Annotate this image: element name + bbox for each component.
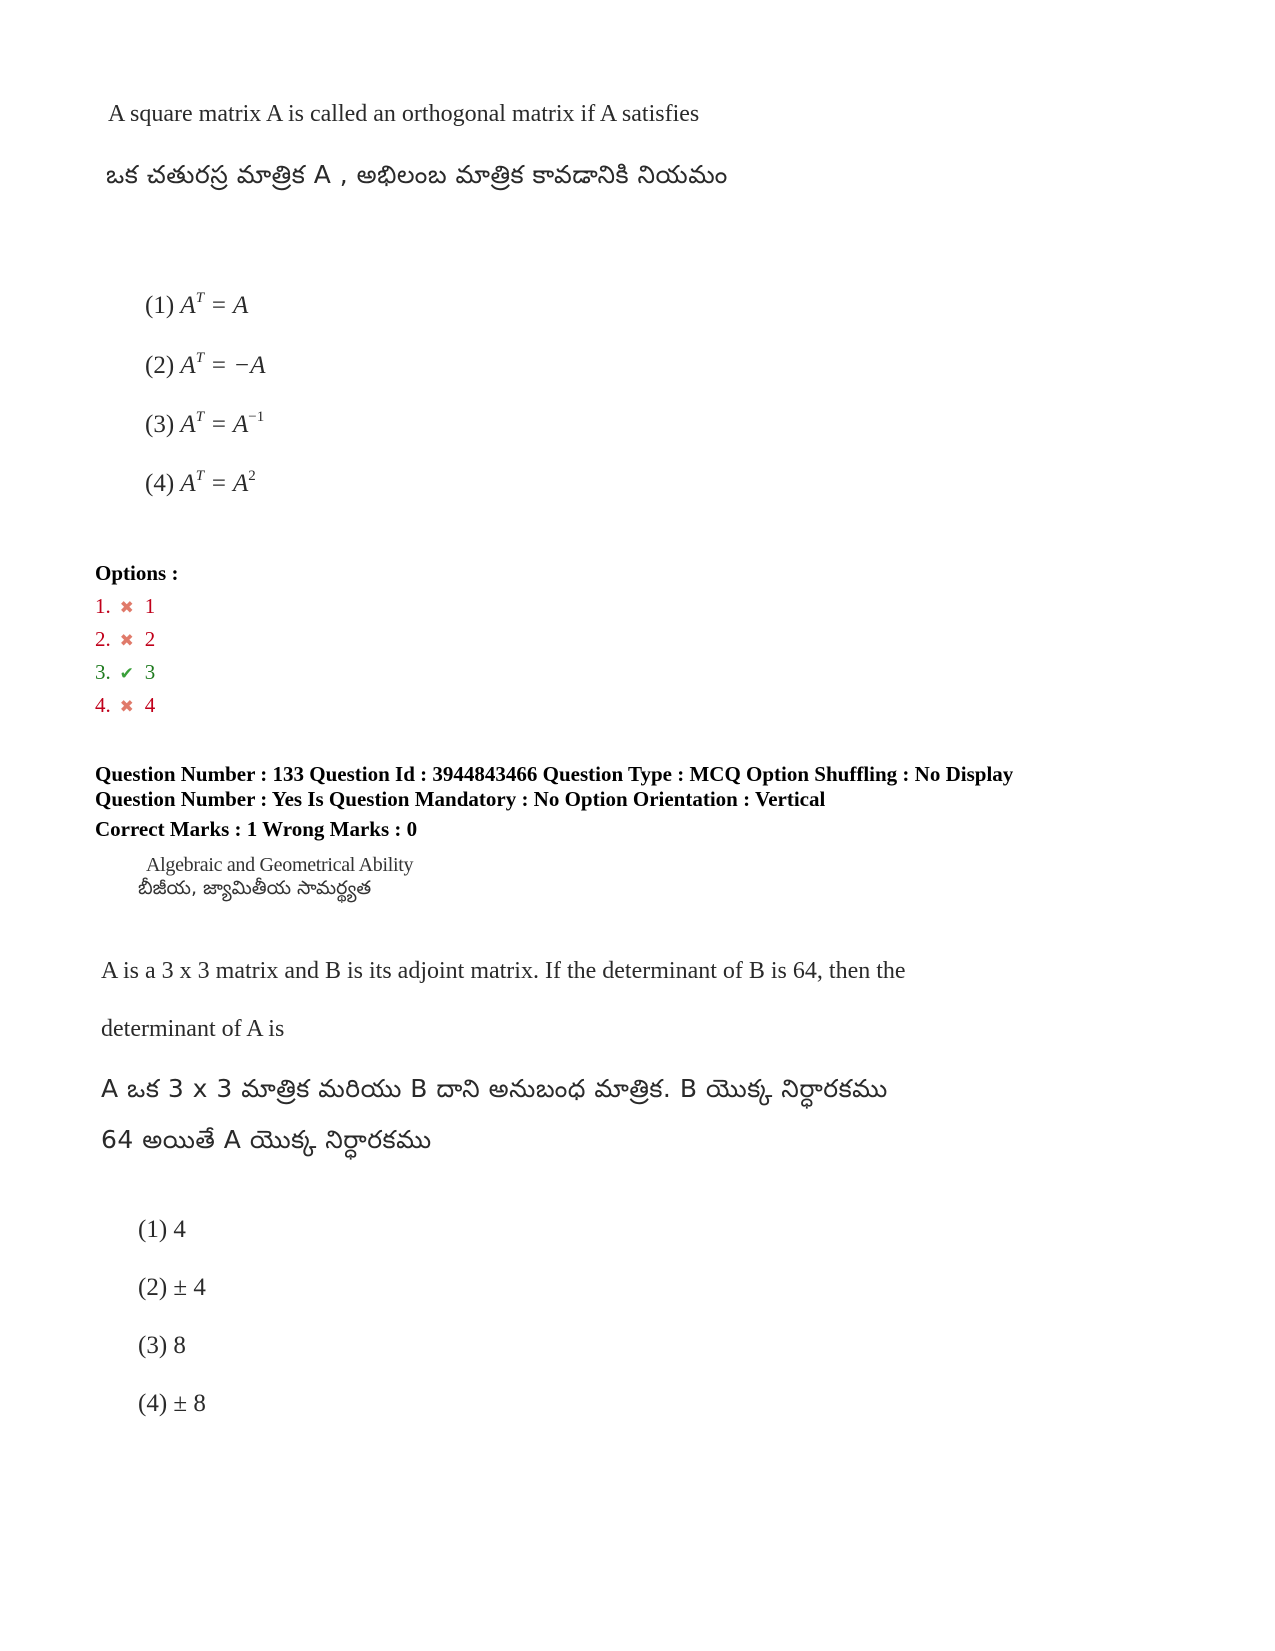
cross-icon: ✖ — [119, 598, 134, 617]
q133-stem-te-line-2: 64 అయితే A యొక్క నిర్ధారకము — [101, 1125, 432, 1154]
q132-stem-en: A square matrix A is called an orthogonal matrix if A satisfies — [108, 101, 700, 127]
option-index: 4. — [95, 693, 111, 717]
q133-choice-4: (4) ± 8 — [138, 1390, 206, 1417]
q133-choice-2: (2) ± 4 — [138, 1274, 206, 1301]
option-row-2 — [95, 627, 155, 652]
q133-meta-line-2: Question Number : Yes Is Question Mandatory : No Option Orientation : Vertical — [95, 787, 826, 811]
q133-stem-en-line-1: A is a 3 x 3 matrix and B is its adjoint matrix. If the determinant of B is 64, then the — [101, 958, 906, 984]
option-value: 2 — [144, 627, 156, 651]
section-title-te: బీజీయ, జ్యామితీయ సామర్థ్యత — [138, 877, 372, 899]
option-value: 4 — [144, 693, 156, 717]
option-index: 1. — [95, 594, 111, 618]
q132-choice-1: (1) $A^T = A$ — [145, 289, 249, 319]
check-icon: ✔ — [119, 664, 134, 683]
q132-choice-3: (3) $A^T = A^{-1}$ — [145, 408, 265, 438]
q133-choice-1: (1) 4 — [138, 1216, 186, 1243]
q133-meta-line-3: Correct Marks : 1 Wrong Marks : 0 — [95, 817, 418, 841]
option-value: 3 — [144, 660, 156, 684]
option-index: 2. — [95, 627, 111, 651]
q133-meta-line-1: Question Number : 133 Question Id : 3944843466 Question Type : MCQ Option Shuffling : No Display — [95, 762, 1014, 786]
q133-choice-3: (3) 8 — [138, 1332, 186, 1359]
option-row-1 — [95, 594, 155, 619]
cross-icon: ✖ — [119, 631, 134, 650]
q132-choice-4: (4) $A^T = A^2$ — [145, 467, 256, 497]
cross-icon: ✖ — [119, 697, 134, 716]
q132-choice-2: (2) $A^T = -A$ — [145, 349, 266, 379]
q132-stem-te: ఒక చతురస్ర మాత్రిక A , అభిలంబ మాత్రిక కావడానికి నియమం — [106, 160, 728, 189]
option-row-3 — [95, 660, 155, 685]
q133-stem-te-line-1: A ఒక 3 x 3 మాత్రిక మరియు B దాని అనుబంధ మాత్రిక. B యొక్క నిర్ధారకము — [101, 1074, 888, 1103]
options-heading: Options : — [95, 561, 179, 585]
option-row-4 — [95, 693, 155, 718]
q133-stem-en-line-2: determinant of A is — [101, 1016, 285, 1042]
section-title-en: Algebraic and Geometrical Ability — [146, 854, 414, 876]
option-value: 1 — [144, 594, 156, 618]
option-index: 3. — [95, 660, 111, 684]
